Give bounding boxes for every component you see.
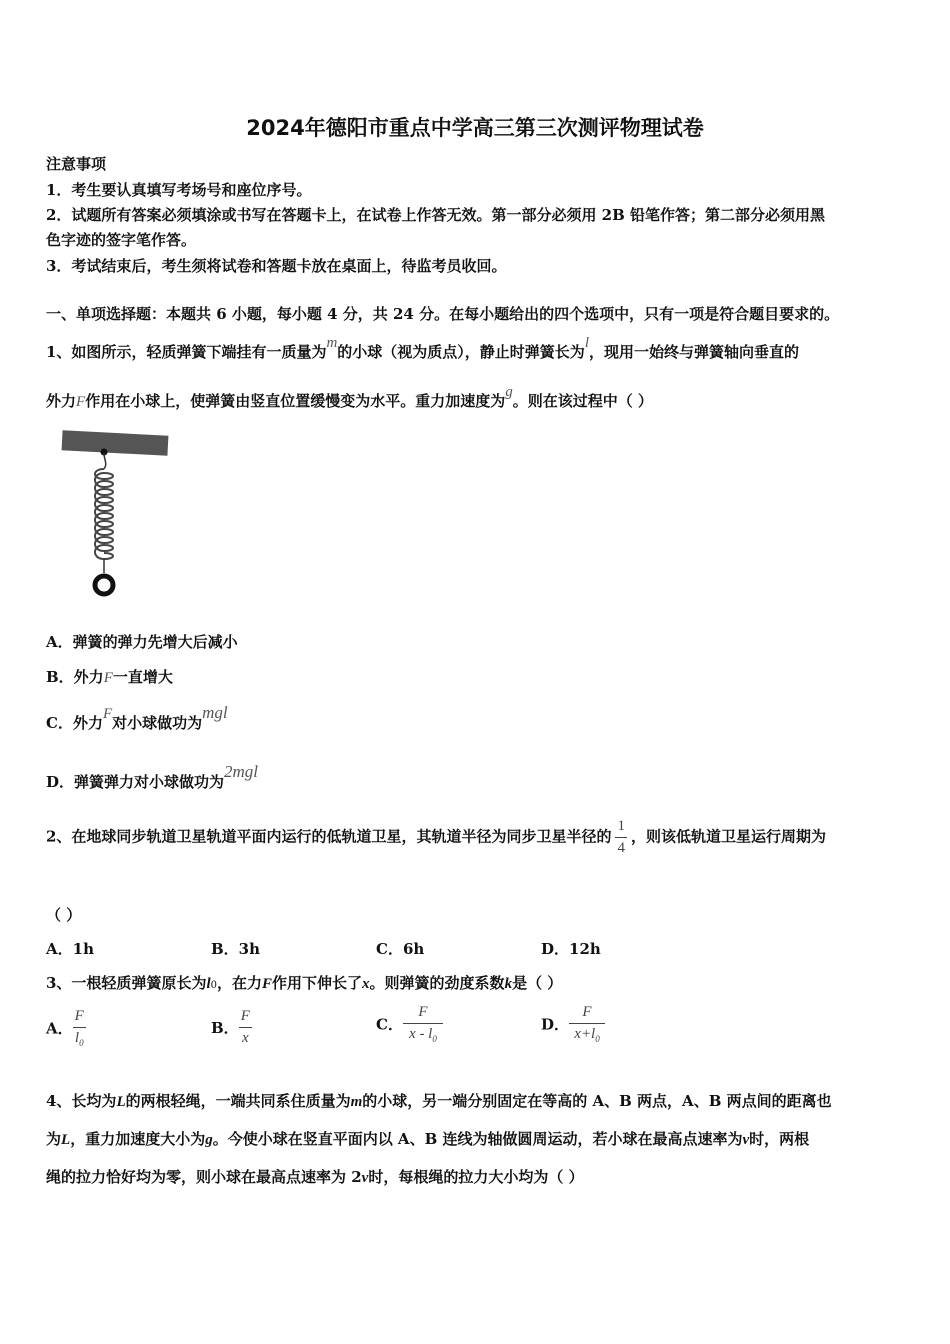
q3-option-a-den-sub: 0	[79, 1038, 84, 1048]
q4-l3-t1: 绳的拉力恰好均为零，则小球在最高点速率为 2	[46, 1168, 362, 1186]
q3-var-x: x	[362, 976, 370, 992]
q1-line-1	[46, 335, 799, 362]
q2-option-a: A．1h	[46, 940, 94, 958]
q3-option-c	[376, 1004, 443, 1044]
q1-text-a: 1、如图所示，轻质弹簧下端挂有一质量为	[46, 343, 327, 361]
q1-option-d-expr: 2mgl	[224, 762, 259, 781]
q2-text-b: ，则该低轨道卫星运行周期为	[630, 827, 826, 846]
q3-text-3: 作用下伸长了	[272, 974, 363, 992]
q1-var-F: F	[76, 394, 86, 410]
q1-text-b: 的小球（视为质点），静止时弹簧长为	[337, 343, 585, 361]
q4-l1-var-L: L	[116, 1094, 126, 1110]
q3-option-c-fraction	[403, 1004, 443, 1044]
q3-option-c-label: C．	[376, 1015, 403, 1034]
spring-figure	[58, 425, 173, 605]
q3-text-1: 3、一根轻质弹簧原长为	[46, 974, 207, 992]
spring-hook	[104, 453, 106, 469]
q3-option-d-num: F	[582, 1004, 592, 1020]
q3-text-5: 是（ ）	[512, 974, 563, 992]
q3-option-d-den	[569, 1023, 605, 1044]
q1-var-g: g	[505, 384, 513, 400]
q3-option-c-den-expr: x - l	[409, 1026, 433, 1042]
q2-paren: （ ）	[46, 906, 82, 924]
q3-option-a-den-l: l	[74, 1030, 80, 1046]
q1-option-b	[46, 666, 173, 687]
q1-option-c-text-2: 对小球做功为	[112, 714, 203, 732]
q3-option-b	[211, 1008, 252, 1047]
page-title: 2024年德阳市重点中学高三第三次测评物理试卷	[246, 116, 704, 140]
q2-text-a: 2、在地球同步轨道卫星轨道平面内运行的低轨道卫星，其轨道半径为同步卫星半径的	[46, 827, 612, 846]
q4-l1-t2: 的两根轻绳，一端共同系住质量为	[125, 1092, 351, 1110]
q1-text-e: 作用在小球上，使弹簧由竖直位置缓慢变为水平。重力加速度为	[85, 392, 506, 410]
q4-l2-t4: 时，两根	[749, 1130, 810, 1148]
q1-option-d-text: D．弹簧弹力对小球做功为	[46, 773, 225, 791]
q4-l3-t2: 时，每根绳的拉力大小均为（ ）	[368, 1168, 584, 1186]
q1-option-c-text-1: C．外力	[46, 714, 103, 732]
q4-line-3	[46, 1166, 584, 1187]
q3-option-d-den-sub: 0	[595, 1034, 600, 1044]
q1-option-d	[46, 762, 259, 792]
q1-var-l: l	[584, 335, 589, 351]
q3-option-a-den	[73, 1027, 86, 1048]
q2-fraction-den: 4	[615, 837, 627, 857]
q3-option-c-den-sub: 0	[432, 1034, 437, 1044]
q3-option-b-fraction	[239, 1008, 252, 1047]
q4-l2-t2: ，重力加速度大小为	[70, 1130, 206, 1148]
q3-option-b-num: F	[240, 1008, 250, 1024]
notice-item-2-line-2: 色字迹的签字笔作答。	[46, 231, 197, 249]
ball	[95, 576, 113, 594]
q1-var-m: m	[326, 335, 338, 351]
q3-sub-0: 0	[210, 980, 217, 991]
ceiling-bar	[62, 430, 169, 456]
q2-stem	[46, 818, 826, 857]
q3-option-b-label: B．	[211, 1019, 239, 1037]
q1-option-b-text-1: B．外力	[46, 668, 104, 686]
q3-text-2: ，在力	[217, 974, 263, 992]
q4-l1-var-m: m	[350, 1094, 363, 1110]
q4-l2-t3: 。今使小球在竖直平面内以 A、B 连线为轴做圆周运动，若小球在最高点速率为	[212, 1130, 743, 1148]
section-1-heading: 一、单项选择题：本题共 6 小题，每小题 4 分，共 24 分。在每小题给出的四个选项中，只有一项是符合题目要求的。	[46, 305, 840, 323]
q3-option-c-den	[403, 1023, 443, 1044]
q1-option-c-var-F: F	[102, 706, 113, 722]
q3-option-c-num: F	[418, 1004, 428, 1020]
q3-option-a-fraction	[73, 1008, 86, 1048]
spring-coils	[95, 469, 113, 559]
q3-option-a	[46, 1008, 86, 1048]
q1-text-d: 外力	[46, 392, 77, 410]
notice-item-1: 1．考生要认真填写考场号和座位序号。	[46, 181, 312, 199]
q1-text-f: 。则在该过程中（ ）	[512, 392, 653, 410]
q4-line-1	[46, 1090, 832, 1111]
q3-var-F: F	[262, 976, 273, 992]
q4-l2-var-g: g	[205, 1132, 213, 1148]
notice-heading: 注意事项	[46, 155, 107, 173]
q4-l2-var-L: L	[61, 1132, 71, 1148]
q3-option-d-den-expr: x+l	[574, 1026, 596, 1042]
q4-l3-var-v: v	[361, 1170, 369, 1186]
q4-l1-t1: 4、长均为	[46, 1092, 117, 1110]
q3-option-b-den: x	[239, 1027, 252, 1047]
q3-option-d-fraction	[569, 1004, 605, 1044]
q3-option-d	[541, 1004, 605, 1044]
q3-option-a-num: F	[74, 1008, 84, 1024]
q1-option-c-expr: mgl	[202, 703, 228, 722]
q4-l2-var-v: v	[742, 1132, 750, 1148]
q1-option-b-var-F: F	[103, 670, 113, 686]
q3-stem	[46, 972, 562, 993]
q1-option-c	[46, 703, 228, 733]
notice-item-2-line-1: 2．试题所有答案必须填涂或书写在答题卡上，在试卷上作答无效。第一部分必须用 2B 铅笔作答；第二部分必须用黑	[46, 206, 826, 224]
q1-option-a: A．弹簧的弹力先增大后减小	[46, 633, 238, 651]
q3-var-k: k	[504, 976, 513, 992]
q4-line-2	[46, 1128, 809, 1149]
q1-option-b-text-2: 一直增大	[112, 668, 173, 686]
q2-option-d: D．12h	[541, 940, 601, 958]
q2-option-b: B．3h	[211, 940, 261, 958]
q1-text-c: ，现用一始终与弹簧轴向垂直的	[588, 343, 799, 361]
notice-item-3: 3．考试结束后，考生须将试卷和答题卡放在桌面上，待监考员收回。	[46, 257, 507, 275]
q3-text-4: 。则弹簧的劲度系数	[369, 974, 505, 992]
q4-l2-t1: 为	[46, 1130, 62, 1148]
q4-l1-t3: 的小球，另一端分别固定在等高的 A、B 两点，A、B 两点间的距离也	[362, 1092, 832, 1110]
q3-option-a-label: A．	[46, 1019, 73, 1038]
q3-option-d-label: D．	[541, 1015, 570, 1034]
q2-fraction	[615, 818, 627, 857]
q2-option-c: C．6h	[376, 940, 425, 958]
q3-var-l: l	[206, 976, 211, 992]
q1-line-2	[46, 384, 653, 411]
q2-fraction-num: 1	[617, 818, 625, 834]
